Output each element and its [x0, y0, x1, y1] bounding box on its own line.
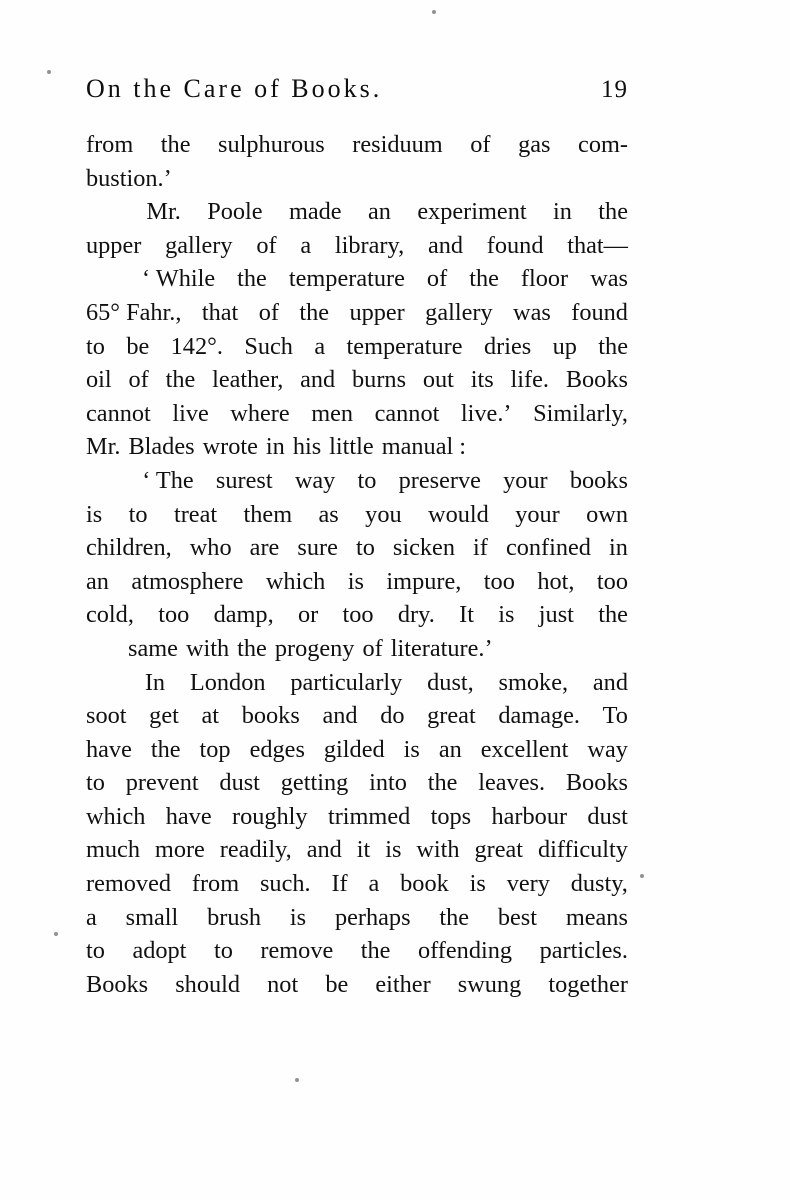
word: is	[347, 567, 364, 595]
text-line	[86, 262, 628, 296]
word: out	[422, 366, 454, 394]
word: to	[86, 769, 105, 797]
word: edges	[249, 735, 305, 763]
text-line	[86, 934, 628, 968]
word: more	[154, 836, 205, 864]
word: sulphurous	[218, 131, 325, 158]
word: live	[172, 399, 209, 427]
word: to	[128, 500, 148, 528]
word: Poole	[207, 198, 263, 226]
word: cannot	[86, 399, 151, 427]
text-line	[86, 531, 628, 565]
text-line	[86, 968, 628, 1002]
word: of	[426, 265, 448, 293]
word: live.’	[460, 399, 512, 427]
word: them	[243, 500, 293, 528]
scan-speck	[47, 70, 51, 74]
word: your	[503, 466, 548, 494]
word: of	[362, 634, 383, 662]
word: upper	[349, 298, 405, 326]
word: particularly	[290, 668, 403, 696]
word: should	[175, 970, 241, 998]
word: a	[300, 231, 312, 259]
word: soot	[86, 702, 127, 730]
word: offending	[418, 937, 513, 965]
word: dust,	[427, 668, 474, 696]
word: your	[515, 500, 560, 528]
word: prevent	[125, 769, 199, 797]
word: surest	[215, 466, 273, 494]
text-line	[86, 229, 628, 263]
word: to	[357, 466, 377, 494]
word: upper	[86, 231, 142, 259]
word: of	[258, 298, 279, 326]
word: com-	[578, 131, 628, 158]
word: brush	[207, 903, 262, 931]
word: either	[375, 970, 431, 998]
word: preserve	[398, 466, 481, 494]
word: library,	[334, 231, 405, 259]
word: If	[331, 870, 348, 898]
word: temperature	[288, 265, 405, 293]
scan-speck	[640, 874, 644, 878]
word: perhaps	[334, 903, 411, 931]
word: trimmed	[327, 802, 411, 830]
word: In	[144, 668, 166, 696]
word: Books	[565, 769, 628, 797]
word: damp,	[213, 601, 274, 629]
text-line	[86, 464, 628, 498]
word: dust	[587, 802, 628, 830]
word: the	[598, 601, 628, 629]
word: Such	[244, 332, 293, 360]
word: swung	[457, 970, 522, 998]
word: small	[125, 903, 179, 931]
word: if	[473, 534, 488, 562]
text-line	[86, 666, 628, 700]
word: particles.	[539, 937, 628, 965]
word: smoke,	[498, 668, 569, 696]
word: the	[360, 937, 391, 965]
word: was	[513, 298, 551, 326]
word: gallery	[165, 231, 233, 259]
word: found	[571, 298, 628, 326]
word: is	[403, 735, 420, 763]
word: have	[86, 735, 132, 763]
word: a	[314, 332, 326, 360]
word: excellent	[480, 735, 569, 763]
word: little	[329, 433, 374, 461]
word: ‘ While	[142, 265, 216, 293]
word: and	[427, 231, 464, 259]
text-line	[86, 430, 628, 464]
word: too	[483, 567, 515, 595]
word: the	[160, 131, 191, 158]
word: in	[553, 198, 572, 226]
word: of	[470, 131, 491, 158]
word: readily,	[219, 836, 292, 864]
word: gas	[518, 131, 551, 158]
text-line	[86, 598, 628, 632]
text-line	[86, 162, 628, 196]
text-line	[86, 330, 628, 364]
word: such.	[259, 870, 311, 898]
paragraph-indent	[86, 464, 120, 498]
text-line	[86, 565, 628, 599]
word: 142°.	[170, 332, 223, 360]
word: dry.	[397, 601, 435, 629]
text-line	[86, 699, 628, 733]
text-line	[86, 363, 628, 397]
word: book	[400, 870, 449, 898]
word: the	[237, 265, 267, 293]
word: way	[587, 735, 628, 763]
word: floor	[520, 265, 569, 293]
word: the	[469, 265, 499, 293]
word: from	[86, 131, 134, 158]
word: oil	[86, 366, 112, 394]
word: very	[506, 870, 550, 898]
word: Mr.	[146, 198, 181, 226]
word: sure	[297, 534, 338, 562]
word: removed	[86, 870, 172, 898]
word: dries	[483, 332, 532, 360]
word: men	[311, 399, 354, 427]
word: life.	[510, 366, 549, 394]
word: not	[267, 970, 299, 998]
word: from	[191, 870, 240, 898]
word: wrote	[202, 433, 258, 461]
word: cannot	[374, 399, 440, 427]
word: top	[199, 735, 231, 763]
word: remove	[260, 937, 334, 965]
word: which	[86, 802, 146, 830]
word: the	[237, 634, 267, 662]
running-title: On the Care of Books.	[86, 74, 383, 103]
text-line	[86, 901, 628, 935]
word: difficulty	[537, 836, 628, 864]
word: much	[86, 836, 140, 864]
word: in	[265, 433, 285, 461]
word: books	[241, 702, 300, 730]
word: be	[325, 970, 349, 998]
word: to	[213, 937, 233, 965]
word: treat	[173, 500, 218, 528]
word: gilded	[323, 735, 385, 763]
word: London	[189, 668, 266, 696]
word: gallery	[425, 298, 493, 326]
word: together	[548, 970, 628, 998]
word: getting	[280, 769, 349, 797]
word: it	[356, 836, 371, 864]
word: to	[355, 534, 375, 562]
word: To	[602, 702, 628, 730]
word: are	[249, 534, 280, 562]
word: same	[128, 634, 178, 662]
word: just	[538, 601, 574, 629]
word: you	[365, 500, 402, 528]
word: own	[586, 500, 628, 528]
word: and	[322, 702, 358, 730]
word: which	[265, 567, 326, 595]
word: the	[299, 298, 330, 326]
word: literature.’	[390, 634, 493, 662]
paragraph-indent	[86, 262, 120, 296]
word: and	[592, 668, 628, 696]
word: of	[128, 366, 149, 394]
word: temperature	[346, 332, 463, 360]
word: confined	[505, 534, 591, 562]
word: into	[369, 769, 407, 797]
word: at	[201, 702, 220, 730]
word: way	[294, 466, 336, 494]
text-line	[86, 195, 628, 229]
word: is	[385, 836, 402, 864]
word: adopt	[132, 937, 187, 965]
word: that	[201, 298, 239, 326]
word: have	[165, 802, 212, 830]
word: great	[474, 836, 524, 864]
word: roughly	[231, 802, 308, 830]
word: made	[288, 198, 342, 226]
text-line	[86, 397, 628, 431]
word: that—	[567, 231, 628, 259]
word: get	[149, 702, 179, 730]
word: the	[165, 366, 196, 394]
word: is	[498, 601, 515, 629]
text-line	[86, 296, 628, 330]
paragraph-indent	[86, 666, 120, 700]
word: too	[158, 601, 190, 629]
word: manual :	[381, 433, 467, 461]
word: It	[459, 601, 474, 629]
word: Blades	[128, 433, 195, 461]
word: its	[470, 366, 494, 394]
word: a	[86, 903, 97, 931]
word: in	[609, 534, 628, 562]
word: to	[86, 937, 105, 965]
word: residuum	[352, 131, 443, 158]
word: or	[297, 601, 319, 629]
word: too	[342, 601, 374, 629]
word: great	[427, 702, 476, 730]
word: where	[230, 399, 290, 427]
word: too	[596, 567, 628, 595]
word: atmosphere	[131, 567, 244, 595]
word: found	[486, 231, 544, 259]
word: to	[86, 332, 105, 360]
word: is	[86, 500, 103, 528]
word: with	[416, 836, 460, 864]
word: the	[427, 769, 458, 797]
text-line	[86, 800, 628, 834]
word: with	[185, 634, 230, 662]
scan-speck	[295, 1078, 299, 1082]
text-line	[86, 833, 628, 867]
word: leather,	[212, 366, 284, 394]
word: leaves.	[478, 769, 546, 797]
word: dusty,	[570, 870, 628, 898]
word: a	[368, 870, 380, 898]
word: was	[590, 265, 628, 293]
word: damage.	[498, 702, 580, 730]
word: the	[150, 735, 181, 763]
page-header	[86, 74, 628, 108]
text-line	[86, 128, 628, 162]
word: burns	[352, 366, 407, 394]
word: would	[428, 500, 489, 528]
word: experiment	[417, 198, 527, 226]
word: of	[256, 231, 277, 259]
word: the	[598, 198, 628, 226]
word: bustion.’	[86, 164, 172, 192]
word: progeny	[274, 634, 355, 662]
word: and	[300, 366, 336, 394]
word: sicken	[392, 534, 455, 562]
body-text	[86, 128, 628, 1001]
word: books	[569, 466, 628, 494]
word: best	[497, 903, 538, 931]
word: is	[289, 903, 307, 931]
text-line	[86, 733, 628, 767]
word: Books	[86, 970, 149, 998]
word: an	[367, 198, 391, 226]
word: the	[439, 903, 470, 931]
word: impure,	[386, 567, 462, 595]
word: 65° Fahr.,	[86, 298, 182, 326]
word: harbour	[491, 802, 568, 830]
word: Books	[565, 366, 628, 394]
word: dust	[219, 769, 260, 797]
paragraph-indent	[86, 632, 120, 666]
word: do	[380, 702, 405, 730]
word: means	[565, 903, 628, 931]
word: his	[292, 433, 322, 461]
word: ‘ The	[142, 466, 194, 494]
word: be	[126, 332, 150, 360]
scan-speck	[54, 932, 58, 936]
word: cold,	[86, 601, 134, 629]
word: as	[318, 500, 339, 528]
word: is	[469, 870, 486, 898]
word: children,	[86, 534, 172, 562]
word: Similarly,	[533, 399, 628, 427]
scan-speck	[432, 10, 436, 14]
text-line	[86, 498, 628, 532]
word: tops	[430, 802, 472, 830]
word: Mr.	[86, 433, 121, 461]
text-line	[86, 867, 628, 901]
word: hot,	[537, 567, 575, 595]
word: up	[552, 332, 577, 360]
page-number: 19	[601, 76, 628, 103]
paragraph-indent	[86, 195, 120, 229]
text-line	[86, 632, 628, 666]
text-line	[86, 766, 628, 800]
word: who	[189, 534, 232, 562]
word: and	[306, 836, 342, 864]
word: an	[438, 735, 462, 763]
word: an	[86, 567, 109, 595]
word: the	[598, 332, 628, 360]
